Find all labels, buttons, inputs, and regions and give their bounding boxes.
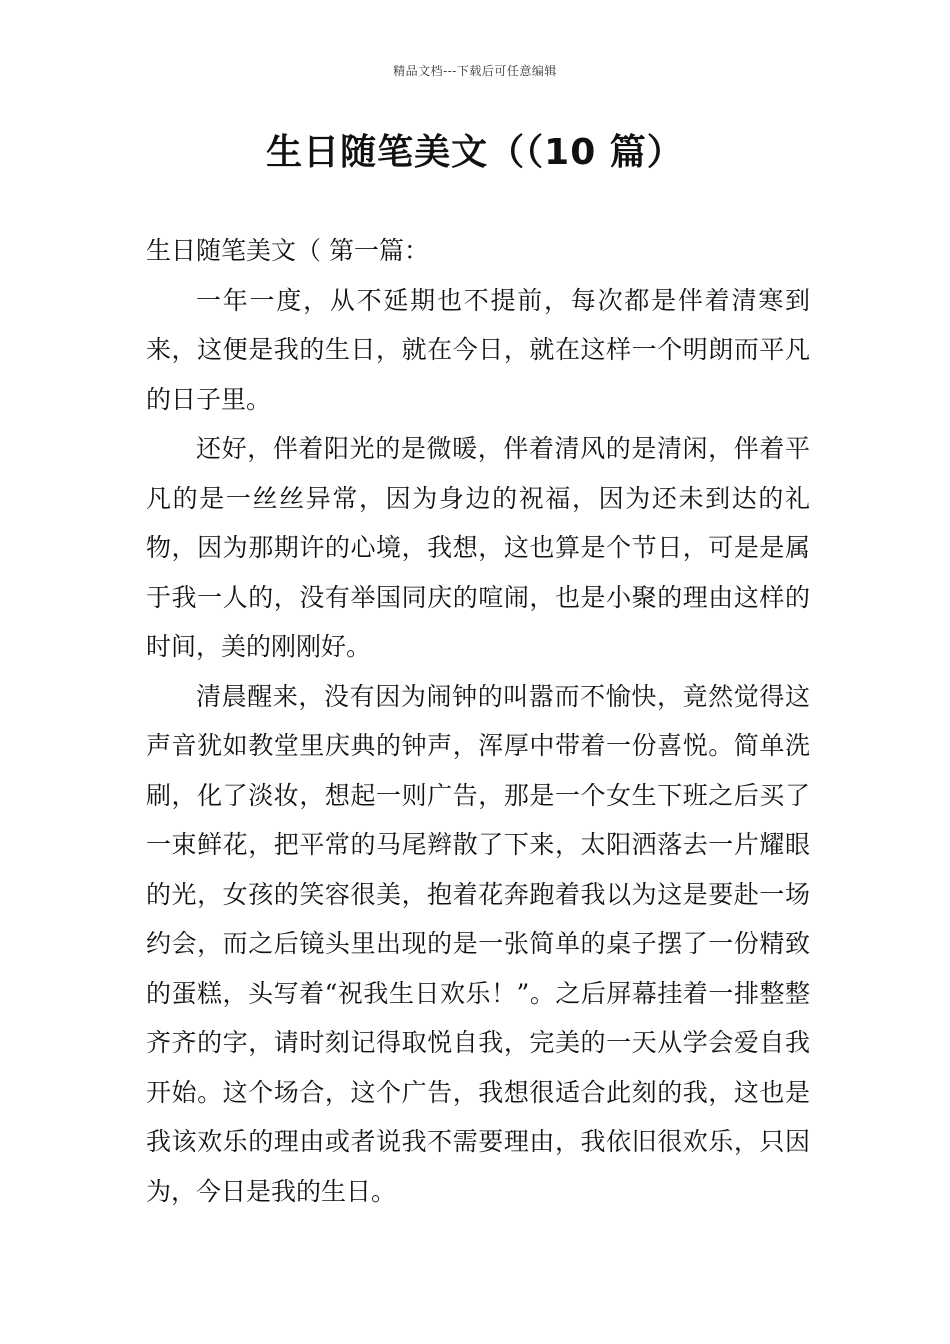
paragraph-1: 一年一度，从不延期也不提前，每次都是伴着清寒到来，这便是我的生日，就在今日，就在这样一个明朗而平凡的日子里。 bbox=[146, 285, 810, 414]
page-title: 生日随笔美文（（10 篇） bbox=[266, 132, 684, 173]
header-note: 精品文档---下载后可任意编辑 bbox=[393, 64, 557, 78]
document-body bbox=[146, 226, 810, 1216]
section-heading: 生日随笔美文（ 第一篇： bbox=[146, 236, 429, 265]
paragraph-3: 清晨醒来，没有因为闹钟的叫嚣而不愉快，竟然觉得这声音犹如教堂里庆典的钟声，浑厚中带着一份喜悦。简单洗刷，化了淡妆，想起一则广告，那是一个女生下班之后买了一束鲜花，把平常的马尾辫散了下来，太阳洒落去一片耀眼的光，女孩的笑容很美，抱着花奔跑着我以为这是要赴一场约会，而之后镜头里出现的是一张简单的桌子摆了一份精致的蛋糕，头写着“祝我生日欢乐！”。之后屏幕挂着一排整整齐齐的字，请时刻记得取悦自我，完美的一天从学会爱自我开始。这个场合，这个广告，我想很适合此刻的我，这也是我该欢乐的理由或者说我不需要理由，我依旧很欢乐，只因为，今日是我的生日。 bbox=[146, 681, 810, 1206]
paragraph-2: 还好，伴着阳光的是微暖，伴着清风的是清闲，伴着平凡的是一丝丝异常，因为身边的祝福，因为还未到达的礼物，因为那期许的心境，我想，这也算是个节日，可是是属于我一人的，没有举国同庆的喧闹，也是小聚的理由这样的时间，美的刚刚好。 bbox=[146, 434, 810, 661]
